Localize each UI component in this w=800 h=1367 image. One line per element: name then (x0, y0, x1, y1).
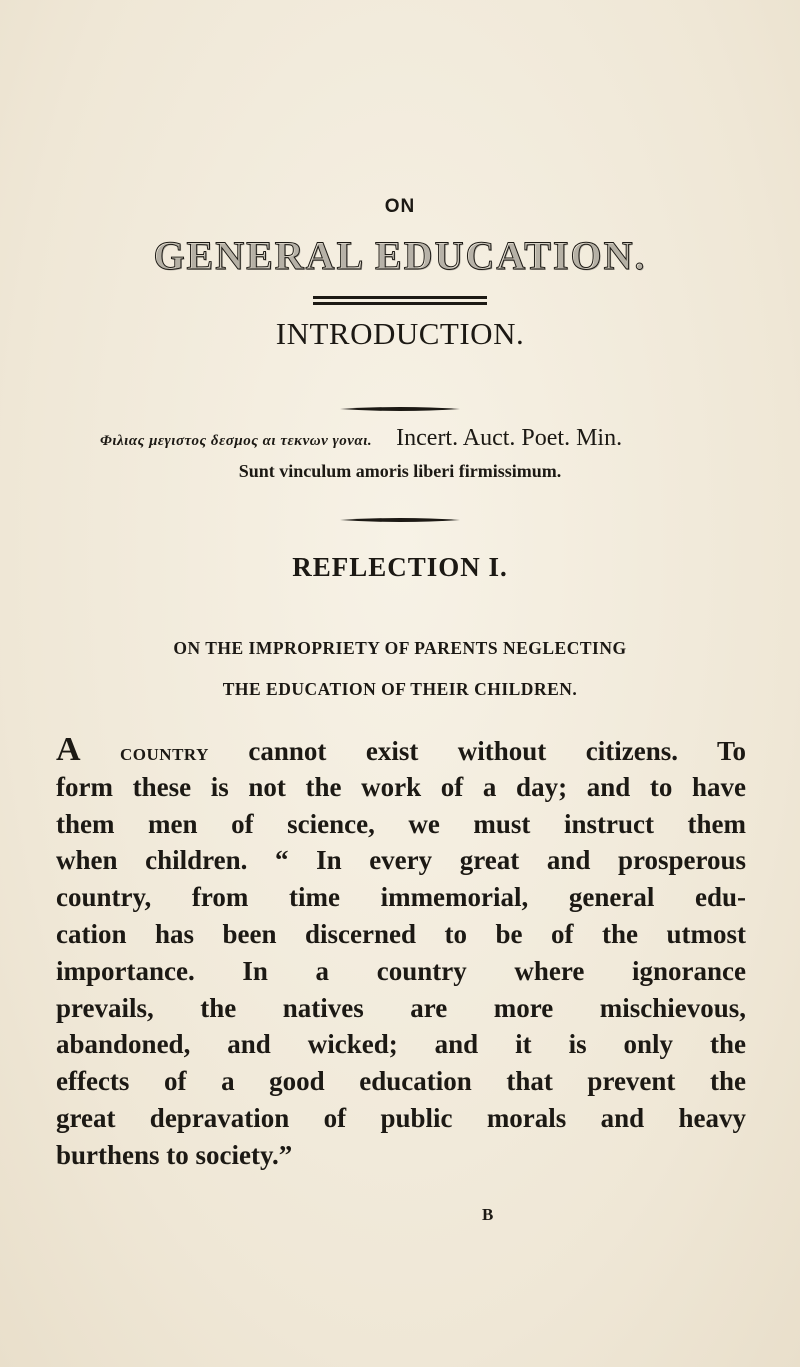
body-line: cation has been discerned to be of the utmost (56, 918, 746, 949)
epigraph-greek: Φιλιας μεγιστος δεσμος αι τεκνων γοναι. (100, 433, 373, 449)
epigraph (100, 425, 760, 452)
page-title: GENERAL EDUCATION. (153, 233, 647, 278)
body-line: when children. “ In every great and prosperous (56, 845, 746, 876)
epigraph-attribution: Incert. Auct. Poet. Min. (396, 425, 623, 451)
small-caps-word: country (120, 740, 209, 766)
body-line: prevails, the natives are more mischievous, (56, 992, 746, 1023)
body-line: effects of a good education that prevent the (56, 1066, 746, 1097)
section-heading: INTRODUCTION. (275, 316, 525, 351)
epigraph-latin: Sunt vinculum amoris liberi firmissimum. (238, 461, 562, 481)
ornament-rule-2 (340, 516, 460, 524)
body-line: great depravation of public morals and heavy (56, 1102, 746, 1133)
body-line: abandoned, and wicked; and it is only the (56, 1029, 746, 1060)
body-line: form these is not the work of a day; and to have (56, 771, 746, 802)
reflection-subtitle-line-2: THE EDUCATION OF THEIR CHILDREN. (222, 679, 578, 699)
reflection-heading: REFLECTION I. (292, 552, 508, 582)
double-rule-divider (313, 296, 487, 308)
drop-cap: A (56, 731, 81, 768)
body-line: them men of science, we must instruct them (56, 808, 746, 839)
body-line: country, from time immemorial, general edu- (56, 882, 746, 913)
body-line: A country cannot exist without citizens. To (56, 731, 746, 768)
body-line: importance. In a country where ignorance (56, 955, 746, 986)
body-paragraph (56, 732, 746, 1174)
ornament-rule-1 (340, 405, 460, 413)
title-kicker: ON (384, 196, 416, 217)
body-line: burthens to society.” (56, 1139, 293, 1170)
reflection-subtitle-line-1: ON THE IMPROPRIETY OF PARENTS NEGLECTING (173, 638, 627, 658)
signature-mark: B (482, 1205, 494, 1224)
